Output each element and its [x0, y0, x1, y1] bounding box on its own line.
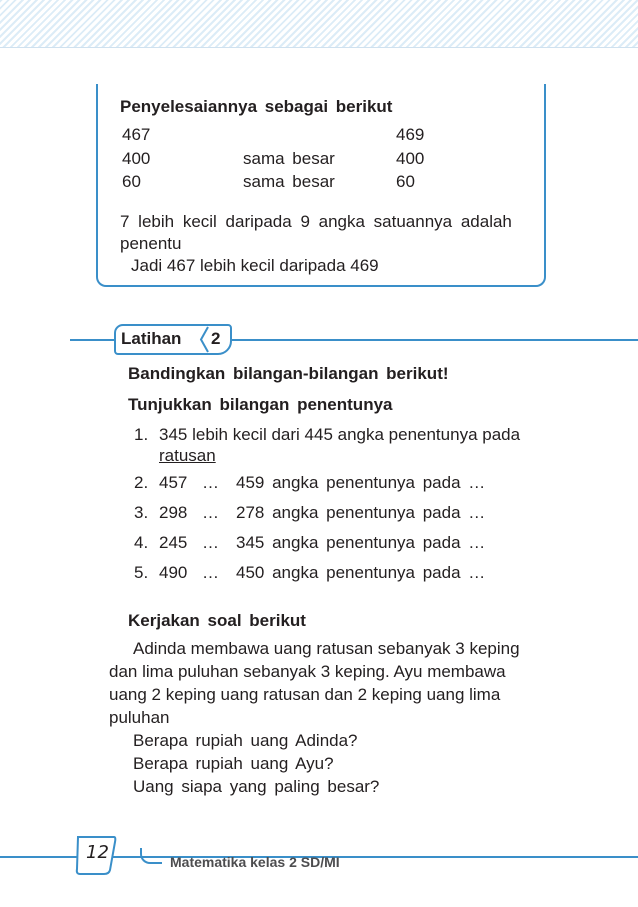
item-4-text: 345 angka penentunya pada …: [236, 533, 486, 552]
solution-note-line-1: 7 lebih kecil daripada 9 angka satuannya adalah: [120, 212, 512, 231]
book-title: Matematika kelas 2 SD/MI: [170, 854, 340, 870]
item-5-value: 490: [159, 563, 188, 582]
solution-row-2-left: 400: [122, 149, 151, 168]
header-pattern-band: [0, 0, 638, 48]
solution-row-2-middle: sama besar: [243, 149, 335, 168]
item-2-number: 2.: [134, 473, 149, 492]
question-2: Berapa rupiah uang Ayu?: [133, 754, 334, 773]
question-1: Berapa rupiah uang Adinda?: [133, 731, 358, 750]
item-2-text: 459 angka penentunya pada …: [236, 473, 486, 492]
item-3-text: 278 angka penentunya pada …: [236, 503, 486, 522]
page-number: 12: [86, 842, 109, 863]
item-5-number: 5.: [134, 563, 149, 582]
solution-conclusion: Jadi 467 lebih kecil daripada 469: [131, 256, 379, 275]
item-4-blank: …: [202, 533, 219, 552]
kerjakan-paragraph-line-2: dan lima puluhan sebanyak 3 keping. Ayu membawa: [109, 662, 506, 681]
kerjakan-paragraph-line-1: Adinda membawa uang ratusan sebanyak 3 keping: [133, 639, 520, 658]
solution-row-3-middle: sama besar: [243, 172, 335, 191]
item-5-text: 450 angka penentunya pada …: [236, 563, 486, 582]
item-1-text: 345 lebih kecil dari 445 angka penentunya pada: [159, 425, 521, 444]
solution-row-1-left: 467: [122, 125, 151, 144]
latihan-tab-divider: [198, 326, 210, 353]
solution-row-3-right: 60: [396, 172, 415, 191]
solution-row-2-right: 400: [396, 149, 425, 168]
latihan-label: Latihan: [121, 329, 182, 348]
solution-heading: Penyelesaiannya sebagai berikut: [120, 97, 393, 116]
item-1-answer: ratusan: [159, 446, 216, 465]
item-2-value: 457: [159, 473, 188, 492]
kerjakan-paragraph-line-4: puluhan: [109, 708, 170, 727]
item-1-number: 1.: [134, 425, 149, 444]
solution-row-3-left: 60: [122, 172, 141, 191]
footer-tab-notch: [140, 848, 162, 864]
kerjakan-heading: Kerjakan soal berikut: [128, 611, 306, 630]
solution-note-line-2: penentu: [120, 234, 182, 253]
latihan-instruction-2: Tunjukkan bilangan penentunya: [128, 395, 393, 414]
latihan-instruction-1: Bandingkan bilangan-bilangan berikut!: [128, 364, 449, 383]
item-2-blank: …: [202, 473, 219, 492]
solution-row-1-right: 469: [396, 125, 425, 144]
latihan-number: 2: [211, 329, 221, 348]
question-3: Uang siapa yang paling besar?: [133, 777, 380, 796]
item-3-blank: …: [202, 503, 219, 522]
item-5-blank: …: [202, 563, 219, 582]
item-3-value: 298: [159, 503, 188, 522]
item-4-value: 245: [159, 533, 188, 552]
item-3-number: 3.: [134, 503, 149, 522]
kerjakan-paragraph-line-3: uang 2 keping uang ratusan dan 2 keping uang lima: [109, 685, 501, 704]
item-4-number: 4.: [134, 533, 149, 552]
